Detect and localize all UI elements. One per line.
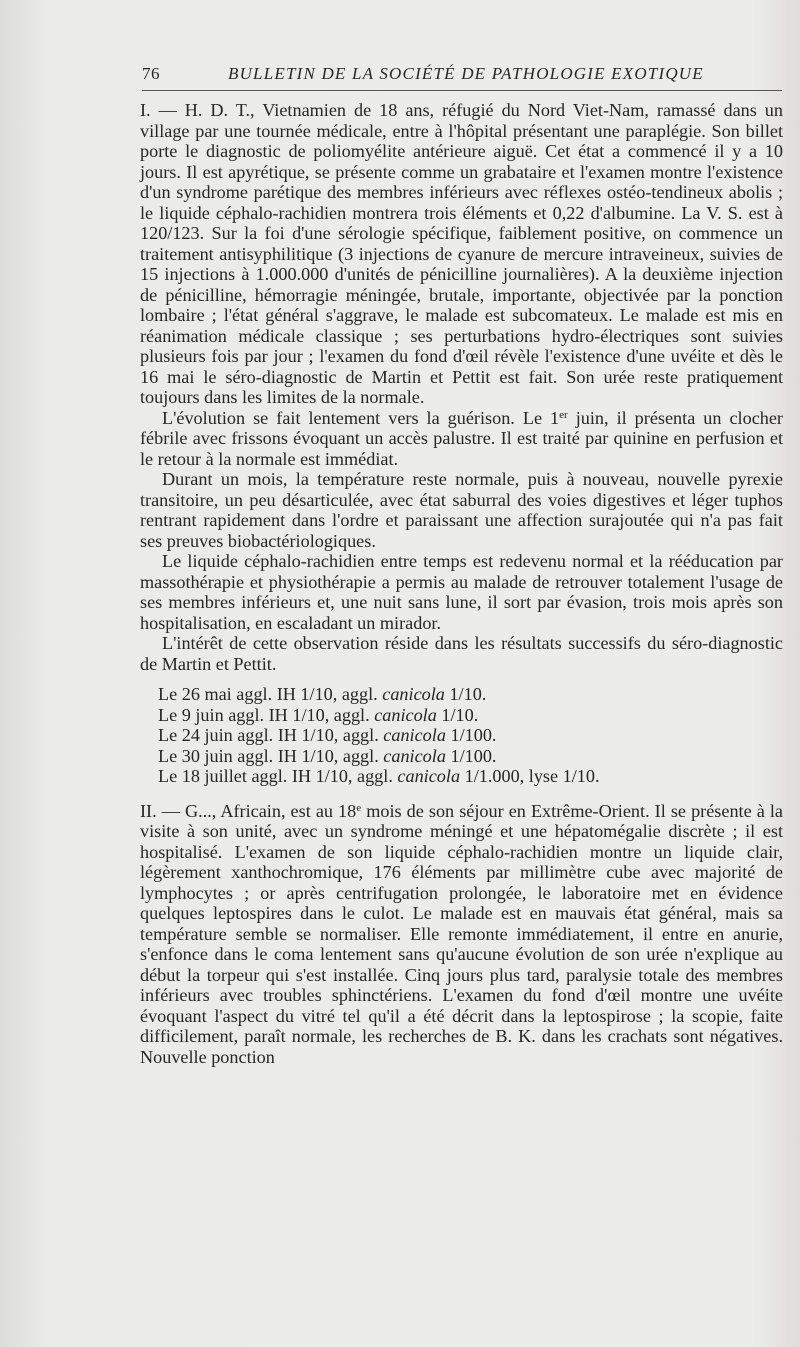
section-spacer	[140, 787, 783, 801]
case1-paragraph-4: Le liquide céphalo-rachidien entre temps est redevenu normal et la rééducation par massothérapie et physiothérapie a permis au malade de retrouver totalement l'usage de ses membres inférieurs et, une nuit sans lune, il sort par évasion, trois mois après son hospitalisation, en escaladant un mirador.	[140, 551, 783, 633]
case1-paragraph-2	[140, 408, 783, 470]
agglutination-list	[140, 684, 783, 787]
agglutination-titer: 1/10.	[436, 704, 479, 725]
organism-name: canicola	[383, 725, 446, 745]
ordinal-superscript: er	[559, 408, 568, 421]
organism-name: canicola	[383, 745, 446, 766]
agglutination-line	[158, 705, 783, 726]
agglutination-titer: 1/100.	[445, 725, 497, 745]
ordinal-superscript: e	[356, 801, 362, 814]
agglutination-date-text: Le 26 mai aggl. IH 1/10, aggl.	[158, 684, 383, 704]
body-text	[140, 100, 783, 1067]
agglutination-date-text: Le 24 juin aggl. IH 1/10, aggl.	[158, 725, 384, 745]
case2-paragraph-1-start: II. — G..., Africain, est au 18	[140, 800, 357, 821]
organism-name: canicola	[382, 684, 445, 704]
agglutination-titer: 1/10.	[444, 684, 487, 704]
agglutination-line	[158, 725, 783, 746]
agglutination-date-text: Le 9 juin aggl. IH 1/10, aggl.	[158, 704, 375, 725]
case2-paragraph-1-end: mois de son séjour en Extrême-Orient. Il se présente à la visite à son unité, avec un syndrome méningé et une hépatomégalie discrète ; il est hospitalisé. L'examen de son liquide céphalo-rachidien montre un liquide clair, légèrement xanthochromique, 176 éléments par millimètre cube avec majorité de lymphocytes ; or après centrifugation prolongée, le laboratoire met en évidence quelques leptospires dans le culot. Le malade est en mauvais état général, mais sa température semble se normaliser. Elle remonte immédiatement, il entre en anurie, s'enfonce dans le coma lentement sans qu'aucune évolution de son urée n'explique au début la torpeur qui s'est installée. Cinq jours plus tard, paralysie totale des membres inférieurs avec troubles sphinctériens. L'examen du fond d'œil montre une uvéite évoquant l'aspect du vitré tel qu'il a été décrit dans la leptospirose ; la scopie, faite difficilement, paraît normale, les recherches de B. K. dans les crachats sont négatives. Nouvelle ponction	[140, 800, 783, 1067]
organism-name: canicola	[397, 766, 461, 786]
agglutination-date-text: Le 18 juillet aggl. IH 1/10, aggl.	[158, 766, 398, 786]
case1-paragraph-1: I. — H. D. T., Vietnamien de 18 ans, réfugié du Nord Viet-Nam, ramassé dans un village par une tournée médicale, entre à l'hôpital présentant une paraplégie. Son billet porte le diagnostic de poliomyélite antérieure aiguë. Cet état a commencé il y a 10 jours. Il est apyrétique, se présente comme un grabataire et l'examen montre l'existence d'un syndrome parétique des membres inférieurs avec réflexes ostéo-tendineux abolis ; le liquide céphalo-rachidien montrera trois éléments et 0,22 d'albumine. La V. S. est à 120/123. Sur la foi d'une sérologie spécifique, faiblement positive, on commence un traitement antisyphilitique (3 injections de cyanure de mercure intraveineux, suivies de 15 injections à 1.000.000 d'unités de pénicilline journalières). A la deuxième injection de pénicilline, hémorragie méningée, brutale, importante, objectivée par la ponction lombaire ; l'état général s'aggrave, le malade est subcomateux. Le malade est mis en réanimation médicale classique ; ses perturbations hydro-électriques sont suivies plusieurs fois par jour ; l'examen du fond d'œil révèle l'existence d'une uvéite et dès le 16 mai le séro-diagnostic de Martin et Pettit est fait. Son urée reste pratiquement toujours dans les limites de la normale.	[140, 100, 783, 407]
case1-paragraph-2-end: juin, il présenta un clocher fébrile avec frissons évoquant un accès palustre. Il est traité par quinine en perfusion et le retour à la normale est immédiat.	[140, 407, 783, 469]
page-number: 76	[142, 64, 160, 83]
case1-paragraph-5: L'intérêt de cette observation réside dans les résultats successifs du séro-diagnostic de Martin et Pettit.	[140, 633, 783, 674]
organism-name: canicola	[374, 704, 437, 725]
running-header	[142, 62, 782, 91]
running-title: BULLETIN DE LA SOCIÉTÉ DE PATHOLOGIE EXOTIQUE	[228, 64, 704, 83]
agglutination-line	[158, 766, 783, 787]
agglutination-titer: 1/1.000, lyse 1/10.	[460, 766, 600, 786]
case2-paragraph-1	[140, 801, 783, 1068]
agglutination-titer: 1/100.	[445, 745, 497, 766]
agglutination-date-text: Le 30 juin aggl. IH 1/10, aggl.	[158, 745, 384, 766]
case1-paragraph-2-start: L'évolution se fait lentement vers la guérison. Le 1	[162, 407, 560, 428]
case1-paragraph-3: Durant un mois, la température reste normale, puis à nouveau, nouvelle pyrexie transitoire, un peu désarticulée, avec état saburral des voies digestives et léger tuphos rentrant rapidement dans l'ordre et paraissant une affection surajoutée qui n'a pas fait ses preuves biobactériologiques.	[140, 469, 783, 551]
agglutination-line	[158, 746, 783, 767]
agglutination-line	[158, 684, 783, 705]
